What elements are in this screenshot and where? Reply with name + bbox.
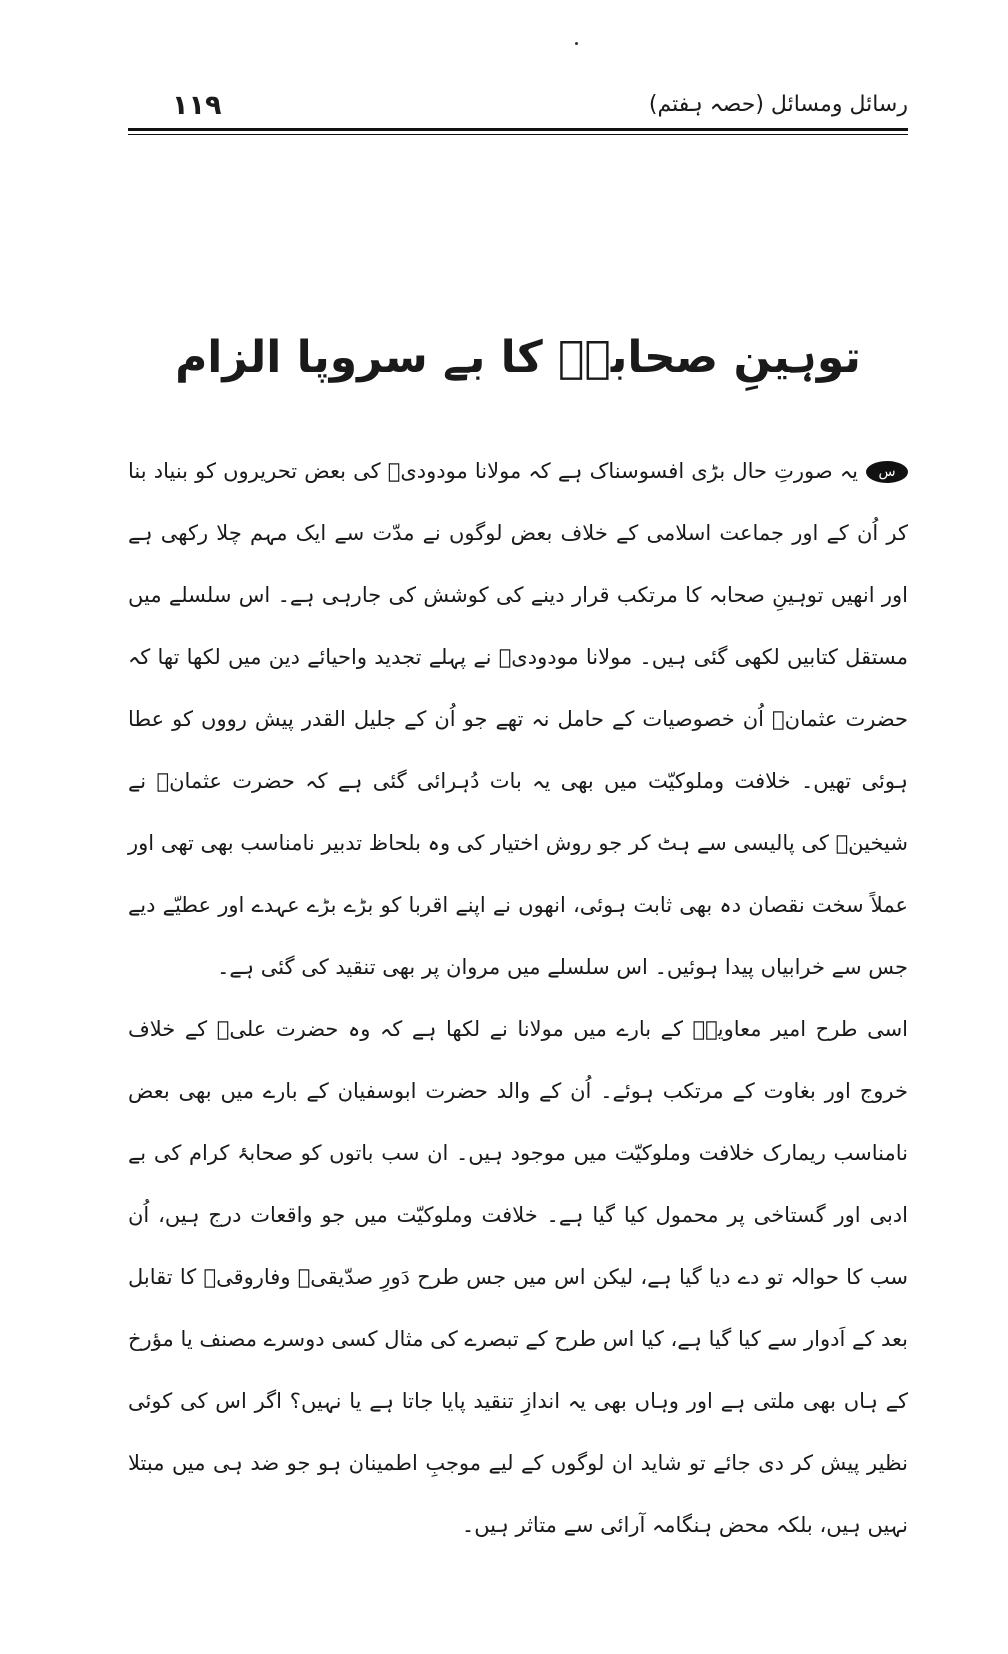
question-paragraph-2	[128, 998, 908, 1556]
page-speck	[575, 42, 578, 45]
question-body	[128, 440, 908, 1556]
page-header	[128, 78, 908, 128]
page-number: ۱۱۹	[172, 90, 222, 121]
header-rule	[128, 128, 908, 131]
running-title: رسائل ومسائل (حصہ ہفتم)	[648, 92, 908, 117]
header-rule-thin	[128, 134, 908, 135]
paragraph-text: اسی طرح امیر معاویہؓ کے بارے میں مولانا نے لکھا ہے کہ وہ حضرت علیؓ کے خلاف خروج اور بغاوت کے مرتکب ہوئے۔ اُن کے والد حضرت ابوسفیان کے بارے میں بھی بعض نامناسب ریمارک خلافت وملوکیّت میں موجود ہیں۔ ان سب باتوں کو صحابۂ کرام کی بے ادبی اور گستاخی پر محمول کیا گیا ہے۔ خلافت وملوکیّت میں جو واقعات درج ہیں، اُن سب کا حوالہ تو دے دیا گیا ہے، لیکن اس میں جس طرح دَورِ صدّیقیؓ وفاروقیؓ کا تقابل بعد کے اَدوار سے کیا گیا ہے، کیا اس طرح کے تبصرے کی مثال کسی دوسرے مصنف یا مؤرخ کے ہاں بھی ملتی ہے اور وہاں بھی یہ اندازِ تنقید پایا جاتا ہے یا نہیں؟ اگر اس کی کوئی نظیر پیش کر دی جائے تو شاید ان لوگوں کے لیے موجبِ اطمینان ہو جو ضد ہی میں مبتلا نہیں ہیں، بلکہ محض ہنگامہ آرائی سے متاثر ہیں۔	[128, 1017, 908, 1537]
chapter-title: توہینِ صحابہؓ کا بے سروپا الزام	[175, 332, 861, 383]
paragraph-text: یہ صورتِ حال بڑی افسوسناک ہے کہ مولانا مودودیؒ کی بعض تحریروں کو بنیاد بنا کر اُن کے اور جماعت اسلامی کے خلاف بعض لوگوں نے مدّت سے ایک مہم چلا رکھی ہے اور انھیں توہینِ صحابہ کا مرتکب قرار دینے کی کوشش کی جارہی ہے۔ اس سلسلے میں مستقل کتابیں لکھی گئی ہیں۔ مولانا مودودیؒ نے پہلے تجدید واحیائے دین میں لکھا تھا کہ حضرت عثمانؓ اُن خصوصیات کے حامل نہ تھے جو اُن کے جلیل القدر پیش رووں کو عطا ہوئی تھیں۔ خلافت وملوکیّت میں بھی یہ بات دُہرائی گئی ہے کہ حضرت عثمانؓ نے شیخینؓ کی پالیسی سے ہٹ کر جو روش اختیار کی وہ بلحاظ تدبیر نامناسب بھی تھی اور عملاً سخت نقصان دہ بھی ثابت ہوئی، انھوں نے اپنے اقربا کو بڑے بڑے عہدے اور عطیّے دیے جس سے خرابیاں پیدا ہوئیں۔ اس سلسلے میں مروان پر بھی تنقید کی گئی ہے۔	[128, 459, 908, 979]
question-paragraph-1	[128, 440, 908, 998]
question-marker: س	[866, 461, 908, 483]
